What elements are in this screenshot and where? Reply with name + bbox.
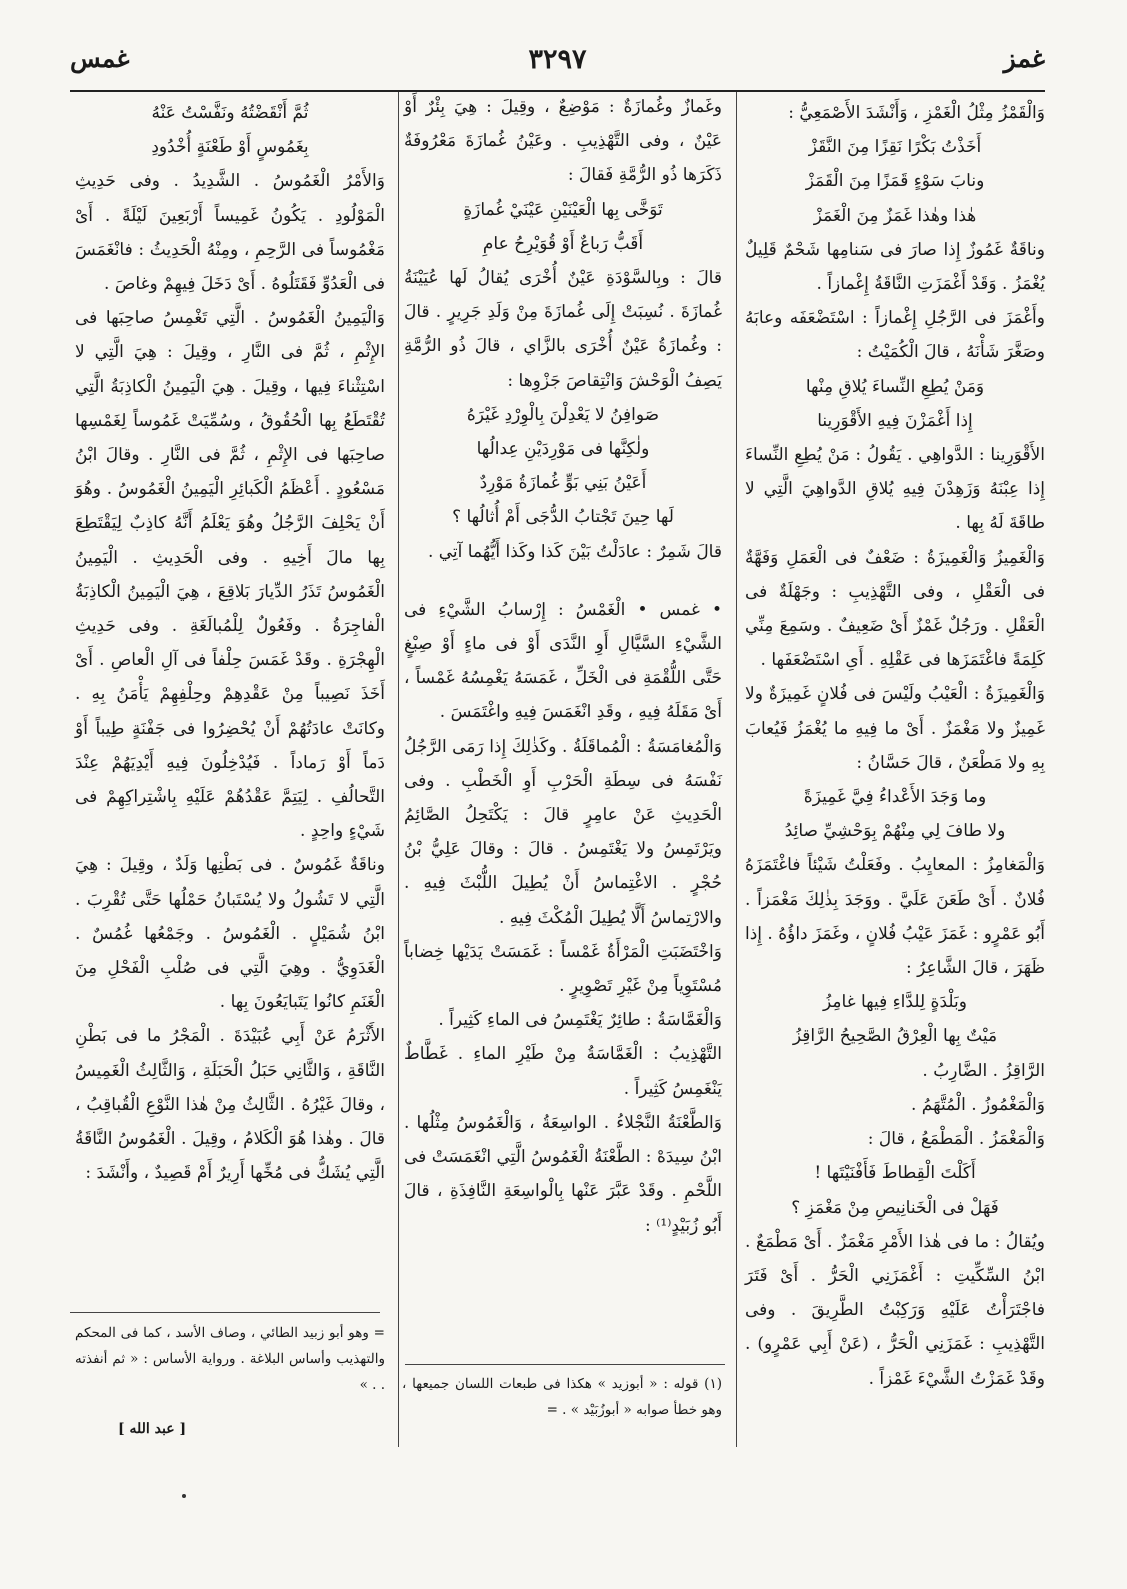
column-divider-right — [736, 92, 737, 1447]
footnote-left: = وهو أبو زبيد الطائي ، وصاف الأسد ، كما فى المحكم والتهذيب وأساس البلاغة . ورواية الأساس : « ثم أنفذته . . » — [75, 1325, 385, 1393]
footnote-middle: (١) قوله : « أبوزيد » هكذا فى طبعات اللسان جميعها ، وهو خطأ صوابه « أبوزُبَيْد » . = — [402, 1376, 722, 1418]
paragraph: وَالطَّعْنَةُ النَّجْلاءُ . الواسِعَةُ ، وَالْغَمُوسُ مِثْلُها . ابْنُ سِيدَهْ : الطَّعْنَةُ الْغَمُوسُ الَّتِي انْغَمَسَتْ فى اللَّحْمِ . وقَدْ عَبَّرَ عَنْها بِالْواسِعَةِ النَّافِذَةِ ، قالَ أَبُو زُبَيْدٍ⁽¹⁾ : — [404, 1112, 722, 1236]
verse-line: ثُمَّ أَنْقَضْتُهُ ونَفَّسْتُ عَنْهُ — [151, 103, 309, 123]
paragraph: قالَ شَمِرٌ : عادَلْتُ بَيْنَ كَذا وكَذا أَيُّهُما آتِي . — [427, 541, 722, 562]
column-right — [745, 96, 1045, 1396]
verse-line: ولٰكِنَّها فى مَوْرِدَيْنِ عِدالُها — [476, 439, 650, 460]
editor-signature: [ عبد الله ] — [118, 1421, 187, 1437]
verse-line: إِذا أَغْمَزْنَ فِيهِ الأَقْوَرِينا — [817, 410, 973, 431]
footnote-rule-left — [70, 1312, 380, 1313]
paragraph: وَالْمُغامَسَةُ : الْمُماقَلَةُ . وكَذٰلِكَ إِذا رَمَى الرَّجُلُ نَفْسَهُ فى سِطَةِ الْحَرْبِ أَوِ الْخَطْبِ . وفى الْحَدِيثِ عَنْ عامِرٍ قالَ : يَكْتَحِلُ الصَّائِمُ ويَرْتَمِسُ ولا يَغْتَمِسُ . قالَ : وقالَ عَلِيُّ بْنُ حُجْرٍ . الاغْتِماسُ أَنْ يُطِيلَ اللُّبْثَ فِيهِ . والارْتِماسُ أَلَّا يُطِيلَ الْمُكْثَ فِيهِ . — [404, 736, 722, 928]
column-middle — [404, 90, 722, 1243]
paragraph: وَالْمَغامِزُ : المعايِبُ . وفَعَلْتُ شَيْئاً فاغْتَمَزَهُ فُلانٌ . أَىْ طَعَنَ عَلَيَّ . ووَجَدَ بِذٰلِكَ مَغْمَزاً . أَبُو عَمْرٍو : غَمَزَ عَيْبُ فُلانٍ ، وغَمَزَ داؤُهُ . إِذا ظَهَرَ ، قالَ الشَّاعِرُ : — [744, 855, 1045, 979]
verse-line: وبَلْدَةٍ لِلدَّاءِ فِيها غامِزُ — [823, 992, 967, 1013]
column-left — [75, 96, 385, 1191]
paragraph: التَّهْذِيبُ : الْغَمَّاسَةُ مِنْ طَيْرِ الماءِ . غَطَّاطٌ يَنْغَمِسُ كَثِيراً . — [404, 1044, 722, 1099]
column-divider-left — [398, 92, 399, 1447]
verse-line: وما وَجَدَ الأَعْداءُ فِيَّ غَمِيزَةً — [803, 787, 987, 808]
verse-line: أَخَذْتُ بَكْرًا نَقِزًا مِنَ النَّقَزْ — [808, 137, 982, 158]
verse-line: بِغَمُوسٍ أَوْ طَعْنَةٍ أُخْدُودِ — [151, 137, 309, 158]
paragraph: وَاخْتَضَبَتِ الْمَرْأَةُ غَمْساً : غَمَسَتْ يَدَيْها خِضاباً مُسْتَوِياً مِنْ غَيْرِ تَصْوِيرٍ . — [404, 941, 722, 997]
verse-line: وَمَنْ يُطِعِ النِّساءَ يُلاقِ مِنْها — [805, 376, 985, 397]
paragraph: ويُقالُ : ما فى هٰذا الأَمْرِ مَغْمَزٌ . أَىْ مَطْمَعٌ . ابْنُ السِّكِّيتِ : أَغْمَزَنِي الْحَرُّ . أَىْ فَتَرَ فاجْتَرَأْتُ عَلَيْهِ وَرَكِبْتُ الطَّرِيقَ . وفى التَّهْذِيبِ : غَمَزَنِي الْحَرُّ ، (عَنْ أَبِي عَمْرٍو) . وقَدْ غَمَزْتُ الشَّيْءَ غَمْزاً . — [745, 1231, 1045, 1389]
paragraph: الأَثْرَمُ عَنْ أَبِي عُبَيْدَةَ . الْمَجْرُ ما فى بَطْنِ النَّاقَةِ ، وَالثَّانِي حَبَلُ الْحَبَلَةِ ، وَالثَّالِثُ الْغَمِيسُ ، وقالَ غَيْرُهُ . الثَّالِثُ مِنْ هٰذا النَّوْعِ الْقُباقِبُ ، قالَ . وهٰذا هُوَ الْكَلامُ ، وقِيلَ . الْغَمُوسُ النَّاقَةُ الَّتِي يُشَكُّ فى مُخِّها أَرِيرٌ أَمْ قَصِيدٌ ، وأَنْشَدَ : — [75, 1026, 385, 1184]
paragraph: وَالْيَمِينُ الْغَمُوسُ . الَّتِي تَغْمِسُ صاحِبَها فى الإِثْمِ ، ثُمَّ فى النَّارِ ، وقِيلَ : هِيَ الَّتِي لا اسْتِثْناءَ فِيها ، وقِيلَ . هِيَ الْيَمِينُ الْكاذِبَةُ الَّتِي تُقْتَطَعُ بِها الْحُقُوقُ ، وسُمِّيَتْ غَمُوساً لِغَمْسِها صاحِبَها فى الإِثْمِ ، ثُمَّ فى النَّارِ . وقالَ ابْنُ مَسْعُودٍ . أَعْظَمُ الْكَبائِرِ الْيَمِينُ الْغَمُوسُ . وهُوَ أَنْ يَحْلِفَ الرَّجُلُ وهُوَ يَعْلَمُ أَنَّهُ كاذِبٌ لِيَقْتَطِعَ بِها مالَ أَخِيهِ . وفى الْحَدِيثِ . الْيَمِينُ الْغَمُوسُ تَذَرُ الدِّيارَ بَلاقِعَ ، هِيَ الْيَمِينُ الْكاذِبَةُ الْفاجِرَةُ . وفَعُولٌ لِلْمُبالَغَةِ . وفى حَدِيثِ الْهِجْرَةِ . وقَدْ غَمَسَ حِلْفاً فى آلِ الْعاصِ . أَىْ أَخَذَ نَصِيباً مِنْ عَقْدِهِمْ وحِلْفِهِمْ يَأْمَنُ بِهِ . وكانَتْ عادَتُهُمْ أَنْ يُحْضِرُوا فى جَفْنَةٍ طِيباً أَوْ دَماً أَوْ رَماداً . فَيُدْخِلُونَ فِيهِ أَيْدِيَهُمْ عِنْدَ التَّحالُفِ . لِيَتِمَّ عَقْدُهُمْ عَلَيْهِ بِاشْتِراكِهِمْ فى شَيْءٍ واحِدٍ . — [75, 308, 385, 842]
header-root-right: غمز — [1003, 44, 1045, 73]
page-header — [70, 44, 1045, 84]
paragraph: وغَمازٌ وغُمازَةٌ : مَوْضِعٌ ، وقِيلَ : هِيَ بِئْرٌ أَوْ عَيْنٌ ، وفى التَّهْذِيبِ . وعَيْنُ غُمازَةَ مَعْرُوفَةٌ ذَكَرَها ذُو الرُّمَّةِ فَقالَ : — [404, 97, 722, 186]
paragraph: وناقَةٌ غَمُوسٌ . فى بَطْنِها وَلَدٌ ، وقِيلَ : هِيَ الَّتِي لا تَشُولُ ولا يُسْتَبانُ حَمْلُها حَتَّى تُقْرِبَ . ابْنُ شُمَيْلٍ . الْغَمُوسُ . وجَمْعُها غُمُسٌ . الْغَدَوِيُّ . وهِيَ الَّتِي فى صُلْبِ الْفَحْلِ مِنَ الْغَنَمِ كانُوا يَتَبايَعُونَ بِها . — [75, 855, 385, 1013]
paragraph: وناقَةٌ غَمُوزٌ إِذا صارَ فى سَنامِها شَحْمٌ قَلِيلٌ يُغْمَزُ . وَقَدْ أَغْمَزَتِ النَّاقَةُ إِغْمازاً . — [745, 239, 1045, 295]
print-speck — [182, 1494, 186, 1498]
verse-line: مَيْتٌ بِها الْعِرْقُ الصَّحِيحُ الرَّاقِزُ — [792, 1026, 998, 1047]
paragraph: وَالْمَغْمُوزُ . الْمُتَّهَمُ . — [911, 1094, 1045, 1115]
verse-line: ونابَ سَوْءٍ قَمَزًا مِنَ الْقَمَزْ — [805, 171, 985, 192]
verse-line: ولا طافَ لِي مِنْهُمْ بِوَحْشِيِّ صائِدُ — [784, 821, 1006, 842]
verse-line: صَوافِنُ لا يَعْدِلْنَ بِالْوِرْدِ غَيْرَهُ — [466, 404, 660, 425]
verse-line: لَها حِينَ تَجْتابُ الدُّجَى أَمْ أُثالُها ؟ — [452, 507, 674, 528]
verse-line: فَهَلْ فى الْخَنانِيصِ مِنْ مَغْمَزِ ؟ — [791, 1197, 999, 1218]
paragraph: وَالْمَغْمَزُ . الْمَطْمَعُ ، قالَ : — [867, 1129, 1045, 1150]
paragraph: وأَغْمَزَ فى الرَّجُلِ إِغْمازاً : اسْتَضْعَفَه وعابَهُ وصَغَّرَ شَأْنَهُ ، قالَ الْكُمَيْتُ : — [745, 308, 1045, 363]
verse-line: هٰذا وهٰذا غَمَزٌ مِنَ الْغَمَزْ — [813, 205, 977, 226]
verse-line: تَوَخَّى بِها الْعَيْنَيْنِ عَيْنَيْ غُمازَةٍ — [463, 199, 663, 220]
paragraph: قالَ : وبِالسَّوْدَةِ عَيْنٌ أُخْرَى يُقالُ لَها عُيَيْنَةُ غُمازَةَ . نُسِبَتْ إِلَى غُمازَةَ مِنْ وَلَدِ جَرِيرٍ . قالَ : وغُمازَةُ عَيْنٌ أُخْرَى بالزَّاي ، قالَ ذُو الرُّمَّةِ يَصِفُ الْوَحْشَ وَانْتِقاصَ جَزْوِها : — [404, 268, 722, 391]
entry-head-paragraph: • غمس • الْغَمْسُ : إِرْسابُ الشَّيْءِ فى الشَّيْءِ السَّيَّالِ أَوِ النَّدَى أَوْ فى ماءٍ أَوْ صِبْغٍ حَتَّى اللُّقْمَةِ فى الْخَلِّ ، غَمَسَهُ يَغْمِسُهُ غَمْساً ، أَىْ مَقَلَهُ فِيهِ ، وقَدِ انْغَمَسَ فِيهِ واغْتَمَسَ . — [404, 599, 722, 723]
verse-line: أَعَيْنُ بَنِي بَوٍّ غُمازَةُ مَوْرِدٌ — [479, 473, 647, 494]
paragraph: وَالْغَمِيزَةُ : الْعَيْبُ ولَيْسَ فى فُلانٍ غَمِيزَةٌ ولا غَمِيزٌ ولا مَغْمَزٌ . أَىْ ما فِيهِ ما يُغْمَزُ فَيُعابَ بِهِ ولا مَطْعَنٌ ، قالَ حَسَّانُ : — [745, 684, 1045, 773]
paragraph: وَالأَمْرُ الْغَمُوسُ . الشَّدِيدُ . وفى حَدِيثِ الْمَوْلُودِ . يَكُونُ غَمِيساً أَرْبَعِينَ لَيْلَةً . أَىْ مَغْمُوساً فى الرَّحِمِ ، ومِنْهُ الْحَدِيثُ : فانْغَمَسَ فى الْعَدُوِّ فَقَتَلُوهُ . أَىْ دَخَلَ فِيهِمْ وغاصَ . — [75, 171, 385, 295]
footnote-rule-middle — [405, 1364, 725, 1365]
page-number: ٣٢٩٧ — [528, 44, 587, 75]
verse-line: أَقَبُّ رَباعٌ أَوْ قُوَيْرِحُ عامِ — [482, 233, 644, 254]
paragraph: وَالْقَمْزُ مِثْلُ الْغَمْزِ ، وَأَنْشَدَ الأَصْمَعِيُّ : — [788, 103, 1045, 123]
paragraph: الأَقْوَرِينا : الدَّواهِي . يَقُولُ : مَنْ يُطِعِ النِّساءَ إِذا عِبْنَهُ وَزَهِدْنَ فِيهِ يُلاقِ الدَّواهِيَ الَّتِي لا طاقَةَ لَهُ بِها . — [745, 445, 1045, 534]
paragraph: وَالْغَمِيزُ وَالْغَمِيزَةُ : ضَعْفٌ فى الْعَمَلِ وَفَهَّةٌ فى الْعَقْلِ ، وفى التَّهْذِيبِ : وجَهْلَةٌ فى الْعَقْلِ . ورَجُلٌ غَمْزٌ أَىْ ضَعِيفٌ . وسَمِعَ مِنِّي كَلِمَةً فاغْتَمَزَها فى عَقْلِهِ . أَىِ اسْتَضْعَفَها . — [745, 547, 1045, 671]
paragraph: وَالْغَمَّاسَةُ : طائِرٌ يَغْتَمِسُ فى الماءِ كَثِيراً . — [438, 1010, 722, 1031]
paragraph: الرَّاقِزُ . الضَّارِبُ . — [922, 1060, 1045, 1081]
header-root-left: غمس — [70, 44, 130, 73]
verse-line: أَكَلْتَ الْقِطاطَ فَأَفْنَيْتَها ! — [814, 1163, 976, 1184]
